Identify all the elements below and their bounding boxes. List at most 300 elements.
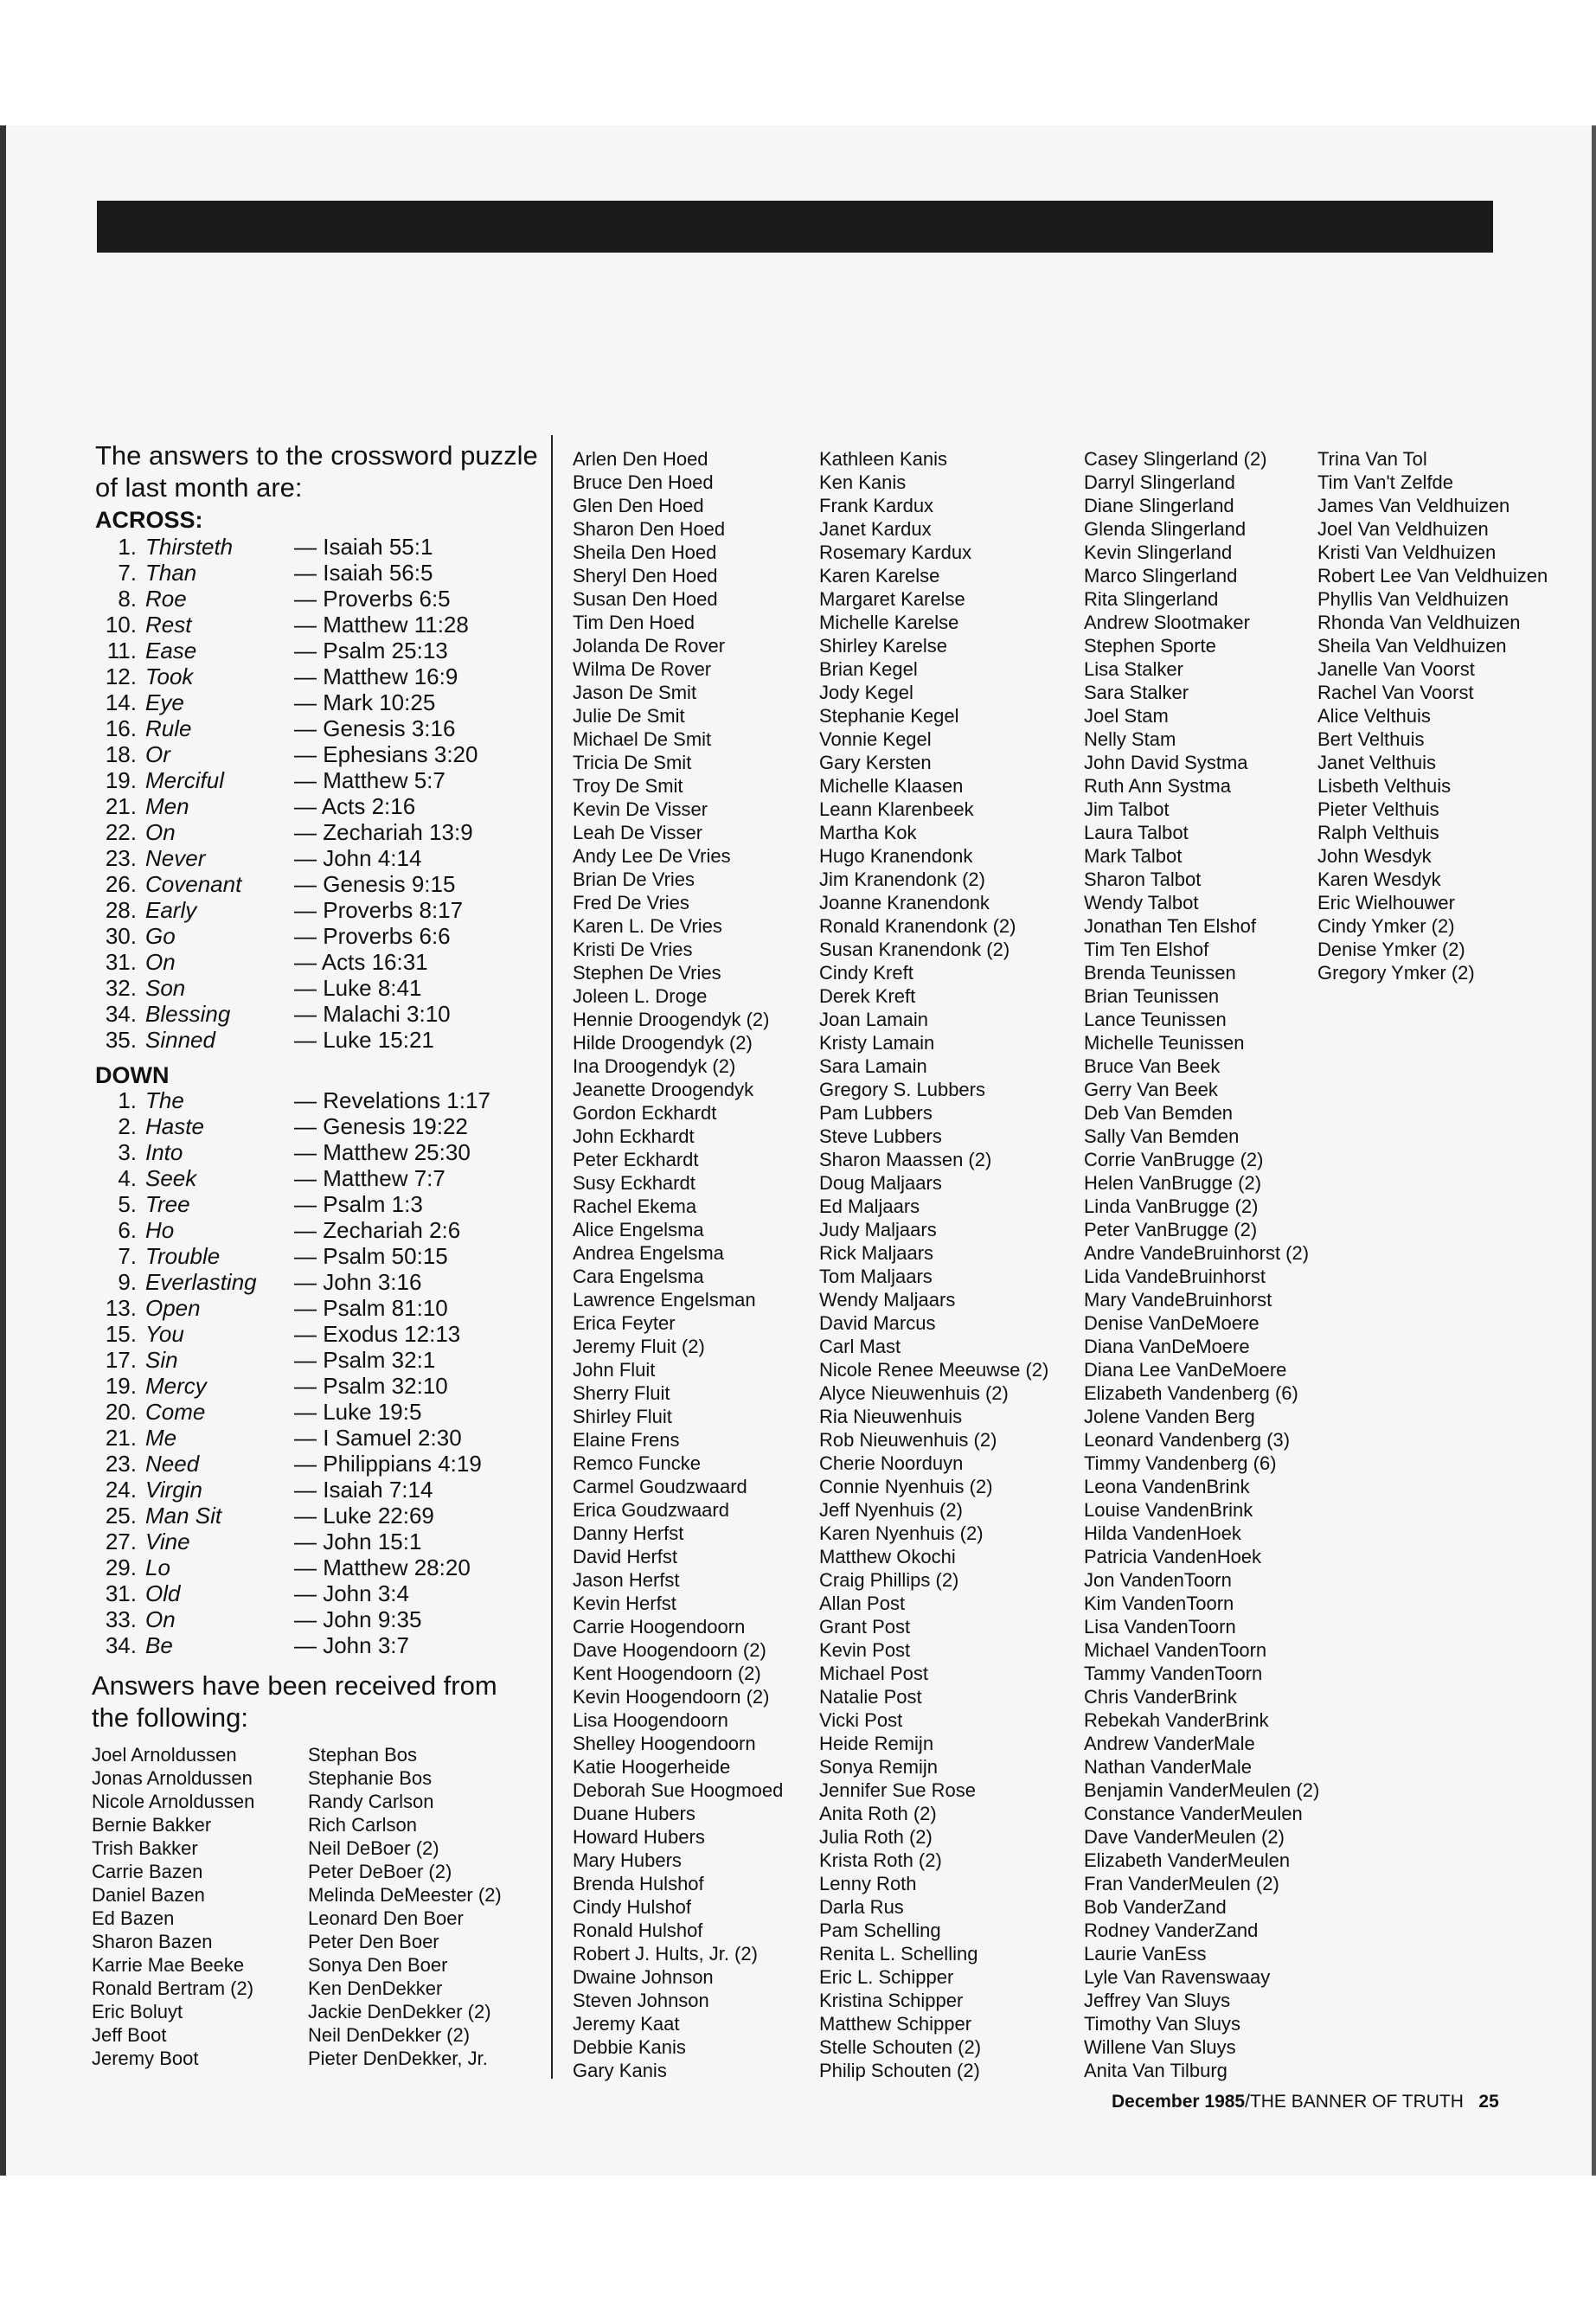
clue-answer: Sin [145, 1347, 178, 1373]
respondent-name: Stelle Schouten (2) [819, 2036, 982, 2058]
clue-reference: — Philippians 4:19 [294, 1451, 482, 1477]
respondent-name: Lida VandeBruinhorst [1084, 1266, 1266, 1287]
clue-row [95, 923, 545, 949]
clue-row [95, 897, 545, 923]
respondent-name: Sonya Remijn [819, 1756, 938, 1778]
respondent-name: Ruth Ann Systma [1084, 775, 1231, 797]
respondent-name: Rick Maljaars [819, 1242, 934, 1264]
clue-answer: Need [145, 1451, 200, 1477]
clue-reference: — Genesis 9:15 [294, 871, 456, 897]
respondent-name: Lance Teunissen [1084, 1009, 1227, 1030]
respondent-name: Lenny Roth [819, 1873, 917, 1894]
respondent-name: Tricia De Smit [573, 752, 692, 773]
clue-reference: — Ephesians 3:20 [294, 741, 478, 767]
respondent-name: Ria Nieuwenhuis [819, 1406, 963, 1427]
respondent-name: Corrie VanBrugge (2) [1084, 1149, 1264, 1170]
clue-answer: Come [145, 1399, 206, 1425]
clue-answer: On [145, 949, 176, 975]
respondent-name: Eric Wielhouwer [1317, 892, 1455, 913]
clue-number: 30. [105, 923, 137, 949]
respondent-name: Erica Goudzwaard [573, 1499, 729, 1521]
clue-reference: — Matthew 7:7 [294, 1165, 445, 1191]
clue-reference: — John 3:4 [294, 1580, 409, 1606]
respondent-name: Cindy Ymker (2) [1317, 915, 1455, 937]
clue-number: 5. [118, 1191, 137, 1217]
respondent-name: Mary Hubers [573, 1849, 682, 1871]
clue-row [95, 1632, 545, 1658]
clue-answer: Into [145, 1139, 183, 1165]
clue-number: 34. [105, 1001, 137, 1027]
respondent-name: Darla Rus [819, 1896, 904, 1918]
respondent-name: Phyllis Van Veldhuizen [1317, 588, 1509, 610]
respondent-name: Constance VanderMeulen [1084, 1803, 1303, 1824]
clue-reference: — John 9:35 [294, 1606, 422, 1632]
respondent-name: Rodney VanderZand [1084, 1920, 1259, 1941]
clue-reference: — Psalm 25:13 [294, 638, 448, 663]
respondent-name: Lyle Van Ravenswaay [1084, 1966, 1271, 1988]
respondent-name: Ronald Hulshof [573, 1920, 703, 1941]
respondent-name: Rich Carlson [308, 1814, 417, 1836]
respondent-name: Lisbeth Velthuis [1317, 775, 1452, 797]
respondent-name: Benjamin VanderMeulen (2) [1084, 1779, 1320, 1801]
respondent-name: Kevin Hoogendoorn (2) [573, 1686, 770, 1708]
clue-row [95, 1347, 545, 1373]
respondent-name: Jeremy Fluit (2) [573, 1336, 705, 1357]
down-heading: DOWN [95, 1062, 170, 1088]
respondent-name: Kim VandenToorn [1084, 1593, 1234, 1614]
respondent-name: Gary Kersten [819, 752, 932, 773]
respondent-name: Shirley Fluit [573, 1406, 672, 1427]
respondent-name: Kristy Lamain [819, 1032, 935, 1054]
respondent-name: Nicole Renee Meeuwse (2) [819, 1359, 1049, 1381]
clue-reference: — Luke 22:69 [294, 1503, 434, 1529]
clue-reference: — Isaiah 55:1 [294, 534, 433, 560]
respondent-name: Jeanette Droogendyk [573, 1079, 754, 1100]
clue-number: 19. [105, 767, 137, 793]
clue-row [95, 1269, 545, 1295]
clue-number: 1. [118, 534, 137, 560]
respondent-name: Ralph Velthuis [1317, 822, 1439, 843]
clue-row [95, 1087, 545, 1113]
respondent-name: Ken Kanis [819, 471, 907, 493]
respondent-name: Joleen L. Droge [573, 985, 708, 1007]
names-column-5 [1084, 447, 1319, 2082]
respondent-name: Gordon Eckhardt [573, 1102, 717, 1124]
respondent-name: Andre VandeBruinhorst (2) [1084, 1242, 1310, 1264]
clue-answer: Seek [145, 1165, 197, 1191]
respondent-name: Melinda DeMeester (2) [308, 1884, 502, 1906]
respondent-name: Laura Talbot [1084, 822, 1189, 843]
respondent-name: Jonathan Ten Elshof [1084, 915, 1256, 937]
respondent-name: Peter DeBoer (2) [308, 1861, 452, 1882]
respondent-name: Judy Maljaars [819, 1219, 937, 1240]
respondent-name: Rhonda Van Veldhuizen [1317, 612, 1521, 633]
clue-row [95, 1139, 545, 1165]
names-column-4 [819, 447, 1048, 2082]
respondent-name: Sharon Den Hoed [573, 518, 726, 540]
respondent-name: Jolanda De Rover [573, 635, 726, 657]
clue-reference: — Matthew 16:9 [294, 663, 458, 689]
respondent-name: Joan Lamain [819, 1009, 928, 1030]
respondent-name: Carrie Hoogendoorn [573, 1616, 746, 1638]
clue-answer: Son [145, 975, 186, 1001]
respondent-name: Sheila Van Veldhuizen [1317, 635, 1507, 657]
clue-row [95, 1295, 545, 1321]
respondent-name: Sharon Bazen [92, 1931, 213, 1952]
clue-number: 14. [105, 689, 137, 715]
respondent-name: Steven Johnson [573, 1990, 709, 2011]
respondent-name: Jonas Arnoldussen [92, 1767, 253, 1789]
respondent-name: Jason Herfst [573, 1569, 680, 1591]
respondent-name: Wendy Maljaars [819, 1289, 956, 1311]
clue-number: 7. [118, 560, 137, 586]
respondent-name: Kristi Van Veldhuizen [1317, 542, 1497, 563]
respondent-name: Karen Wesdyk [1317, 868, 1441, 890]
clue-reference: — Psalm 32:1 [294, 1347, 436, 1373]
respondent-name: Wilma De Rover [573, 658, 712, 680]
respondent-name: Dwaine Johnson [573, 1966, 714, 1988]
clue-answer: Ho [145, 1217, 175, 1243]
respondent-name: Anita Van Tilburg [1084, 2060, 1227, 2081]
respondent-name: Darryl Slingerland [1084, 471, 1235, 493]
respondent-name: Rebekah VanderBrink [1084, 1709, 1269, 1731]
clue-row [95, 1503, 545, 1529]
page-footer [1112, 2092, 1499, 2112]
clue-answer: Trouble [145, 1243, 221, 1269]
clue-number: 22. [105, 819, 137, 845]
respondent-name: Fred De Vries [573, 892, 689, 913]
respondent-name: Sharon Talbot [1084, 868, 1202, 890]
respondent-name: Timmy Vandenberg (6) [1084, 1452, 1277, 1474]
clue-reference: — Acts 2:16 [294, 793, 416, 819]
respondent-name: Sara Lamain [819, 1055, 927, 1077]
respondent-name: Susan Den Hoed [573, 588, 718, 610]
clue-answer: Man Sit [145, 1503, 222, 1529]
clue-answer: Or [145, 741, 170, 767]
respondent-name: Elaine Frens [573, 1429, 680, 1451]
respondent-name: Dave VanderMeulen (2) [1084, 1826, 1285, 1848]
clue-answer: Virgin [145, 1477, 203, 1503]
clue-row [95, 715, 545, 741]
clue-number: 24. [105, 1477, 137, 1503]
clue-reference: — Proverbs 8:17 [294, 897, 464, 923]
clue-number: 35. [105, 1027, 137, 1053]
clue-row [95, 975, 545, 1001]
respondent-name: Diane Slingerland [1084, 495, 1234, 516]
respondent-name: Jon VandenToorn [1084, 1569, 1232, 1591]
respondent-name: Stephen Sporte [1084, 635, 1216, 657]
footer-date: December 1985 [1112, 2092, 1246, 2112]
clue-answer: You [145, 1321, 184, 1347]
clue-answer: Ease [145, 638, 197, 663]
clue-answer: Tree [145, 1191, 190, 1217]
respondent-name: Julia Roth (2) [819, 1826, 933, 1848]
clue-row [95, 1580, 545, 1606]
respondent-name: Nathan VanderMale [1084, 1756, 1253, 1778]
clue-row [95, 560, 545, 586]
respondent-name: Jeremy Boot [92, 2048, 199, 2069]
respondent-name: Trina Van Tol [1317, 448, 1427, 470]
respondent-name: Brenda Hulshof [573, 1873, 704, 1894]
respondent-name: Michael De Smit [573, 728, 712, 750]
respondent-name: Brian Teunissen [1084, 985, 1220, 1007]
clue-answer: Lo [145, 1554, 170, 1580]
clue-number: 8. [118, 586, 137, 612]
respondent-name: Cindy Hulshof [573, 1896, 691, 1918]
scan-margin-bottom [0, 2176, 1596, 2301]
respondent-name: Kevin De Visser [573, 798, 708, 820]
respondent-name: Doug Maljaars [819, 1172, 942, 1194]
respondent-name: Shelley Hoogendoorn [573, 1733, 756, 1754]
respondent-name: Jackie DenDekker (2) [308, 2001, 491, 2022]
clue-answer: Be [145, 1632, 173, 1658]
respondent-name: Rosemary Kardux [819, 542, 972, 563]
respondent-name: Connie Nyenhuis (2) [819, 1476, 993, 1497]
respondent-name: Grant Post [819, 1616, 911, 1638]
respondent-name: John Fluit [573, 1359, 656, 1381]
respondent-name: Rita Slingerland [1084, 588, 1219, 610]
clue-number: 31. [105, 949, 137, 975]
clue-reference: — Matthew 28:20 [294, 1554, 471, 1580]
clue-row [95, 638, 545, 663]
respondent-name: Howard Hubers [573, 1826, 705, 1848]
respondent-name: Natalie Post [819, 1686, 922, 1708]
respondent-name: Alice Engelsma [573, 1219, 704, 1240]
respondent-name: Carrie Bazen [92, 1861, 203, 1882]
clue-number: 17. [105, 1347, 137, 1373]
clue-reference: — John 3:7 [294, 1632, 409, 1658]
down-clue-list [95, 1087, 545, 1658]
clue-row [95, 663, 545, 689]
respondent-name: Tammy VandenToorn [1084, 1663, 1263, 1684]
respondent-name: Craig Phillips (2) [819, 1569, 959, 1591]
respondent-name: Denise VanDeMoere [1084, 1312, 1259, 1334]
respondent-name: Kristi De Vries [573, 939, 693, 960]
respondent-name: Mary VandeBruinhorst [1084, 1289, 1272, 1311]
respondent-name: Duane Hubers [573, 1803, 695, 1824]
clue-reference: — I Samuel 2:30 [294, 1425, 462, 1451]
respondent-name: Stephan Bos [308, 1744, 417, 1766]
respondent-name: Lisa VandenToorn [1084, 1616, 1236, 1638]
respondent-name: Kristina Schipper [819, 1990, 964, 2011]
respondent-name: Sharon Maassen (2) [819, 1149, 992, 1170]
clue-row [95, 1321, 545, 1347]
clue-answer: Than [145, 560, 197, 586]
respondent-name: Patricia VandenHoek [1084, 1546, 1262, 1567]
clue-row [95, 1243, 545, 1269]
respondent-name: Shirley Karelse [819, 635, 947, 657]
respondent-name: Martha Kok [819, 822, 917, 843]
respondent-name: Lawrence Engelsman [573, 1289, 756, 1311]
respondent-name: Randy Carlson [308, 1791, 434, 1812]
clue-reference: — Acts 16:31 [294, 949, 428, 975]
clue-row [95, 1554, 545, 1580]
respondent-name: Pam Schelling [819, 1920, 941, 1941]
respondent-name: John David Systma [1084, 752, 1248, 773]
received-heading: Answers have been received from the following: [92, 1670, 497, 1733]
respondent-name: Brian Kegel [819, 658, 918, 680]
respondent-name: Carmel Goudzwaard [573, 1476, 747, 1497]
clue-answer: Roe [145, 586, 187, 612]
clue-number: 15. [105, 1321, 137, 1347]
respondent-name: Tim Den Hoed [573, 612, 695, 633]
clue-number: 23. [105, 1451, 137, 1477]
respondent-name: Glenda Slingerland [1084, 518, 1247, 540]
clue-number: 18. [105, 741, 137, 767]
respondent-name: Janet Velthuis [1317, 752, 1436, 773]
respondent-name: Philip Schouten (2) [819, 2060, 980, 2081]
respondent-name: Janelle Van Voorst [1317, 658, 1475, 680]
clue-answer: Rule [145, 715, 192, 741]
clue-row [95, 793, 545, 819]
respondent-name: Andrew Slootmaker [1084, 612, 1250, 633]
respondent-name: Chris VanderBrink [1084, 1686, 1237, 1708]
clue-number: 21. [105, 1425, 137, 1451]
page-edge-right [1592, 125, 1596, 2176]
respondent-name: Stephen De Vries [573, 962, 721, 984]
respondent-name: Diana VanDeMoere [1084, 1336, 1250, 1357]
respondent-name: Cara Engelsma [573, 1266, 704, 1287]
clue-reference: — Proverbs 6:6 [294, 923, 451, 949]
respondent-name: Brenda Teunissen [1084, 962, 1236, 984]
clue-number: 1. [118, 1087, 137, 1113]
respondent-name: Joanne Kranendonk [819, 892, 990, 913]
respondent-name: Eric L. Schipper [819, 1966, 954, 1988]
respondent-name: Leonard Den Boer [308, 1907, 464, 1929]
respondent-name: Pieter Velthuis [1317, 798, 1439, 820]
clue-reference: — Luke 8:41 [294, 975, 422, 1001]
respondent-name: Debbie Kanis [573, 2036, 686, 2058]
respondent-name: Mark Talbot [1084, 845, 1183, 867]
clue-number: 27. [105, 1529, 137, 1554]
respondent-name: Casey Slingerland (2) [1084, 448, 1267, 470]
respondent-name: Arlen Den Hoed [573, 448, 708, 470]
respondent-name: Sherry Fluit [573, 1382, 670, 1404]
clue-reference: — Matthew 5:7 [294, 767, 445, 793]
respondent-name: Michelle Teunissen [1084, 1032, 1245, 1054]
clue-reference: — Proverbs 6:5 [294, 586, 451, 612]
respondent-name: Susy Eckhardt [573, 1172, 695, 1194]
clue-answer: Haste [145, 1113, 204, 1139]
column-divider [551, 435, 553, 2079]
clue-row [95, 845, 545, 871]
respondent-name: Peter Den Boer [308, 1931, 439, 1952]
clue-answer: Everlasting [145, 1269, 257, 1295]
clue-number: 25. [105, 1503, 137, 1529]
clue-number: 12. [105, 663, 137, 689]
respondent-name: Neil DeBoer (2) [308, 1837, 439, 1859]
respondent-name: Jim Talbot [1084, 798, 1170, 820]
respondent-name: Leah De Visser [573, 822, 703, 843]
clue-row [95, 871, 545, 897]
respondent-name: Jennifer Sue Rose [819, 1779, 976, 1801]
respondent-name: Anita Roth (2) [819, 1803, 937, 1824]
clue-answer: Open [145, 1295, 201, 1321]
clue-row [95, 819, 545, 845]
clue-number: 29. [105, 1554, 137, 1580]
respondent-name: Nicole Arnoldussen [92, 1791, 255, 1812]
clue-row [95, 1425, 545, 1451]
clue-answer: Took [145, 663, 194, 689]
respondent-name: Jason De Smit [573, 682, 697, 703]
clue-number: 2. [118, 1113, 137, 1139]
names-column-3 [573, 447, 783, 2082]
respondent-name: Leonard Vandenberg (3) [1084, 1429, 1291, 1451]
clue-reference: — Revelations 1:17 [294, 1087, 490, 1113]
clue-reference: — Genesis 19:22 [294, 1113, 468, 1139]
clue-row [95, 741, 545, 767]
clue-number: 34. [105, 1632, 137, 1658]
clue-number: 10. [105, 612, 137, 638]
respondent-name: Bert Velthuis [1317, 728, 1425, 750]
respondent-name: Derek Kreft [819, 985, 916, 1007]
respondent-name: Sheila Den Hoed [573, 542, 717, 563]
respondent-name: Bruce Van Beek [1084, 1055, 1221, 1077]
scan-margin-top [0, 0, 1596, 125]
clue-row [95, 1477, 545, 1503]
respondent-name: Joel Stam [1084, 705, 1169, 727]
respondent-name: David Marcus [819, 1312, 936, 1334]
respondent-name: Remco Funcke [573, 1452, 701, 1474]
names-column-2 [308, 1743, 502, 2070]
clue-number: 20. [105, 1399, 137, 1425]
respondent-name: Carl Mast [819, 1336, 901, 1357]
clue-number: 9. [118, 1269, 137, 1295]
clue-answer: Merciful [145, 767, 225, 793]
clue-number: 31. [105, 1580, 137, 1606]
respondent-name: Robert Lee Van Veldhuizen [1317, 565, 1548, 586]
respondent-name: Troy De Smit [573, 775, 683, 797]
respondent-name: Joel Van Veldhuizen [1317, 518, 1489, 540]
respondent-name: Rachel Ekema [573, 1195, 697, 1217]
across-clue-list [95, 534, 545, 1053]
respondent-name: Elizabeth VanderMeulen [1084, 1849, 1291, 1871]
respondent-name: Cherie Noorduyn [819, 1452, 964, 1474]
clue-answer: Sinned [145, 1027, 215, 1053]
respondent-name: Andrea Engelsma [573, 1242, 724, 1264]
clue-answer: Blessing [145, 1001, 231, 1027]
respondent-name: Heide Remijn [819, 1733, 934, 1754]
clue-reference: — Exodus 12:13 [294, 1321, 461, 1347]
respondent-name: Sara Stalker [1084, 682, 1189, 703]
respondent-name: Tim Ten Elshof [1084, 939, 1209, 960]
clue-number: 6. [118, 1217, 137, 1243]
clue-number: 19. [105, 1373, 137, 1399]
clue-reference: — Matthew 25:30 [294, 1139, 471, 1165]
clue-row [95, 1001, 545, 1027]
header-black-bar [97, 201, 1493, 253]
respondent-name: Neil DenDekker (2) [308, 2024, 471, 2046]
clue-answer: Me [145, 1425, 177, 1451]
respondent-name: James Van Veldhuizen [1317, 495, 1510, 516]
clue-answer: Never [145, 845, 206, 871]
respondent-name: Tom Maljaars [819, 1266, 933, 1287]
respondent-name: Frank Kardux [819, 495, 934, 516]
respondent-name: Denise Ymker (2) [1317, 939, 1465, 960]
clue-answer: Early [145, 897, 197, 923]
respondent-name: Daniel Bazen [92, 1884, 205, 1906]
clue-number: 28. [105, 897, 137, 923]
respondent-name: Rachel Van Voorst [1317, 682, 1474, 703]
respondent-name: Alyce Nieuwenhuis (2) [819, 1382, 1009, 1404]
respondent-name: Leona VandenBrink [1084, 1476, 1250, 1497]
respondent-name: Diana Lee VanDeMoere [1084, 1359, 1287, 1381]
respondent-name: Brian De Vries [573, 868, 695, 890]
respondent-name: Sally Van Bemden [1084, 1125, 1240, 1147]
clue-reference: — Mark 10:25 [294, 689, 436, 715]
respondent-name: Vicki Post [819, 1709, 903, 1731]
respondent-name: Vonnie Kegel [819, 728, 932, 750]
